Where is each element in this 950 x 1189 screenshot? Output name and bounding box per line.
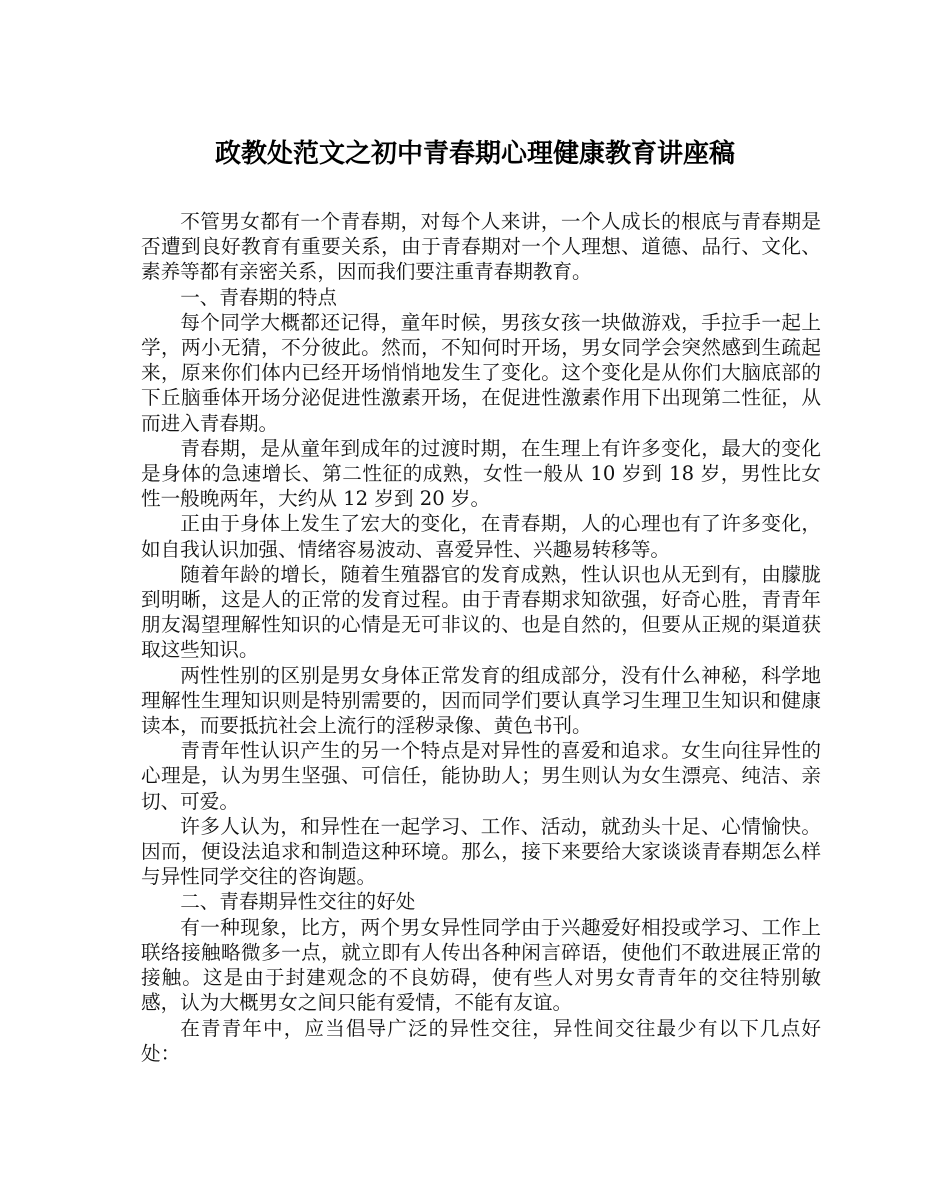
paragraph-attraction: 青青年性认识产生的另一个特点是对异性的喜爱和追求。女生向往异性的心理是，认为男生坚强、可信任，能协助人；男生则认为女生漂亮、纯洁、亲切、可爱。 — [141, 739, 821, 813]
paragraph-childhood: 每个同学大概都还记得，童年时候，男孩女孩一块做游戏，手拉手一起上学，两小无猜，不分彼此。然而，不知何时开场，男女同学会突然感到生疏起来，原来你们体内已经开场悄悄地发生了变化。这个变化是从你们大脑底部的下丘脑垂体开场分泌促进性激素开场，在促进性激素作用下出现第二性征，从而进入青春期。 — [141, 310, 821, 435]
paragraph-puberty-definition: 青春期，是从童年到成年的过渡时期，在生理上有许多变化，最大的变化是身体的急速增长、第二性征的成熟，女性一般从 10 岁到 18 岁，男性比女性一般晚两年，大约从 12 岁到 20 岁。 — [141, 436, 821, 511]
paragraph-phenomenon: 有一种现象，比方，两个男女异性同学由于兴趣爱好相投或学习、工作上联络接触略微多一点，就立即有人传出各种闲言碎语，使他们不敢进展正常的接触。这是由于封建观念的不良妨碍，使有些人对男女青青年的交往特别敏感，认为大概男女之间只能有爱情，不能有友谊。 — [141, 915, 821, 1015]
paragraph-together: 许多人认为，和异性在一起学习、工作、活动，就劲头十足、心情愉快。因而，便设法追求和制造这种环境。那么，接下来要给大家谈谈青春期怎么样与异性同学交往的咨询题。 — [141, 814, 821, 889]
document-body — [141, 209, 821, 1066]
paragraph-intro: 不管男女都有一个青春期，对每个人来讲，一个人成长的根底与青春期是否遭到良好教育有重要关系，由于青春期对一个人理想、道德、品行、文化、素养等都有亲密关系，因而我们要注重青春期教育。 — [141, 210, 821, 284]
document-title: 政教处范文之初中青春期心理健康教育讲座稿 — [214, 139, 735, 169]
paragraph-benefits-intro: 在青青年中，应当倡导广泛的异性交往，异性间交往最少有以下几点好处： — [141, 1016, 821, 1065]
paragraph-gender-differences: 两性性别的区别是男女身体正常发育的组成部分，没有什么神秘，科学地理解性生理知识则是特别需要的，因而同学们要认真学习生理卫生知识和健康读本，而要抵抗社会上流行的淫秽录像、黄色书刊。 — [141, 663, 821, 738]
paragraph-sexual-awareness: 随着年龄的增长，随着生殖器官的发育成熟，性认识也从无到有，由朦胧到明晰，这是人的正常的发育过程。由于青春期求知欲强，好奇心胜，青青年朋友渴望理解性知识的心情是无可非议的、也是自然的，但要从正规的渠道获取这些知识。 — [141, 562, 821, 662]
paragraph-psychological-changes: 正由于身体上发生了宏大的变化，在青春期，人的心理也有了许多变化，如自我认识加强、情绪容易波动、喜爱异性、兴趣易转移等。 — [141, 512, 821, 561]
section-heading-1: 一、青春期的特点 — [180, 285, 337, 309]
section-heading-2: 二、青春期异性交往的好处 — [180, 890, 416, 914]
